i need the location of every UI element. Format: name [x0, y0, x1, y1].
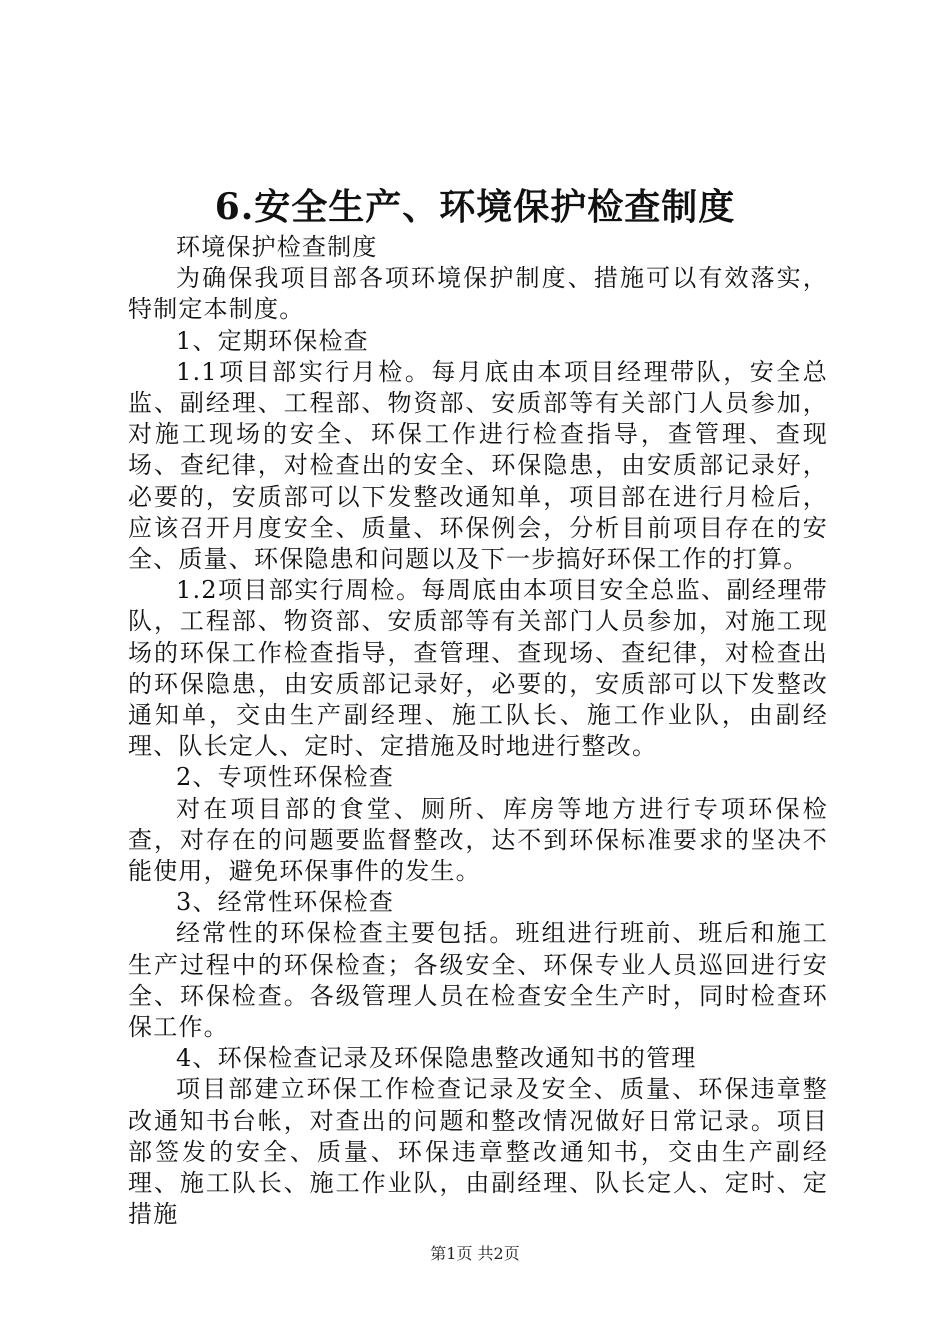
paragraph-heading: 环境保护检查制度 — [176, 233, 378, 261]
paragraph-3: 经常性的环保检查主要包括。班组进行班前、班后和施工生产过程中的环保检查；各级安全、环保专业人员巡回进行安全、环保检查。各级管理人员在检查安全生产时，同时检查环保工作。 — [128, 919, 828, 1042]
paragraph-1-1: 1.1项目部实行月检。每月底由本项目经理带队，安全总监、副经理、工程部、物资部、安质部等有关部门人员参加，对施工现场的安全、环保工作进行检查指导，查管理、查现场、查纪律，对检查出的安全、环保隐患，由安质部记录好，必要的，安质部可以下发整改通知单，项目部在进行月检后，应该召开月度安全、质量、环保例会，分析目前项目存在的安全、质量、环保隐患和问题以及下一步搞好环保工作的打算。 — [128, 357, 828, 574]
paragraph-intro: 为确保我项目部各项环境保护制度、措施可以有效落实，特制定本制度。 — [128, 264, 828, 324]
paragraph-2: 对在项目部的食堂、厕所、库房等地方进行专项环保检查，对存在的问题要监督整改，达不到环保标准要求的坚决不能使用，避免环保事件的发生。 — [128, 794, 828, 886]
paragraph-4: 项目部建立环保工作检查记录及安全、质量、环保违章整改通知书台帐，对查出的问题和整改情况做好日常记录。项目部签发的安全、质量、环保违章整改通知书，交由生产副经理、施工队长、施工作业队，由副经理、队长定人、定时、定措施 — [128, 1075, 828, 1229]
section-3-heading: 3、经常性环保检查 — [176, 888, 395, 917]
section-1-heading: 1、定期环保检查 — [176, 326, 369, 355]
document-title: 6.安全生产、环境保护检查制度 — [214, 186, 736, 228]
section-4-heading: 4、环保检查记录及环保隐患整改通知书的管理 — [176, 1044, 697, 1073]
document-body — [128, 232, 828, 1231]
section-2-heading: 2、专项性环保检查 — [176, 763, 395, 792]
page-footer: 第1页 共2页 — [430, 1244, 520, 1263]
paragraph-1-2: 1.2项目部实行周检。每周底由本项目安全总监、副经理带队，工程部、物资部、安质部等有关部门人员参加，对施工现场的环保工作检查指导，查管理、查现场、查纪律，对检查出的环保隐患，由安质部记录好，必要的，安质部可以下发整改通知单，交由生产副经理、施工队长、施工作业队，由副经理、队长定人、定时、定措施及时地进行整改。 — [128, 576, 828, 761]
